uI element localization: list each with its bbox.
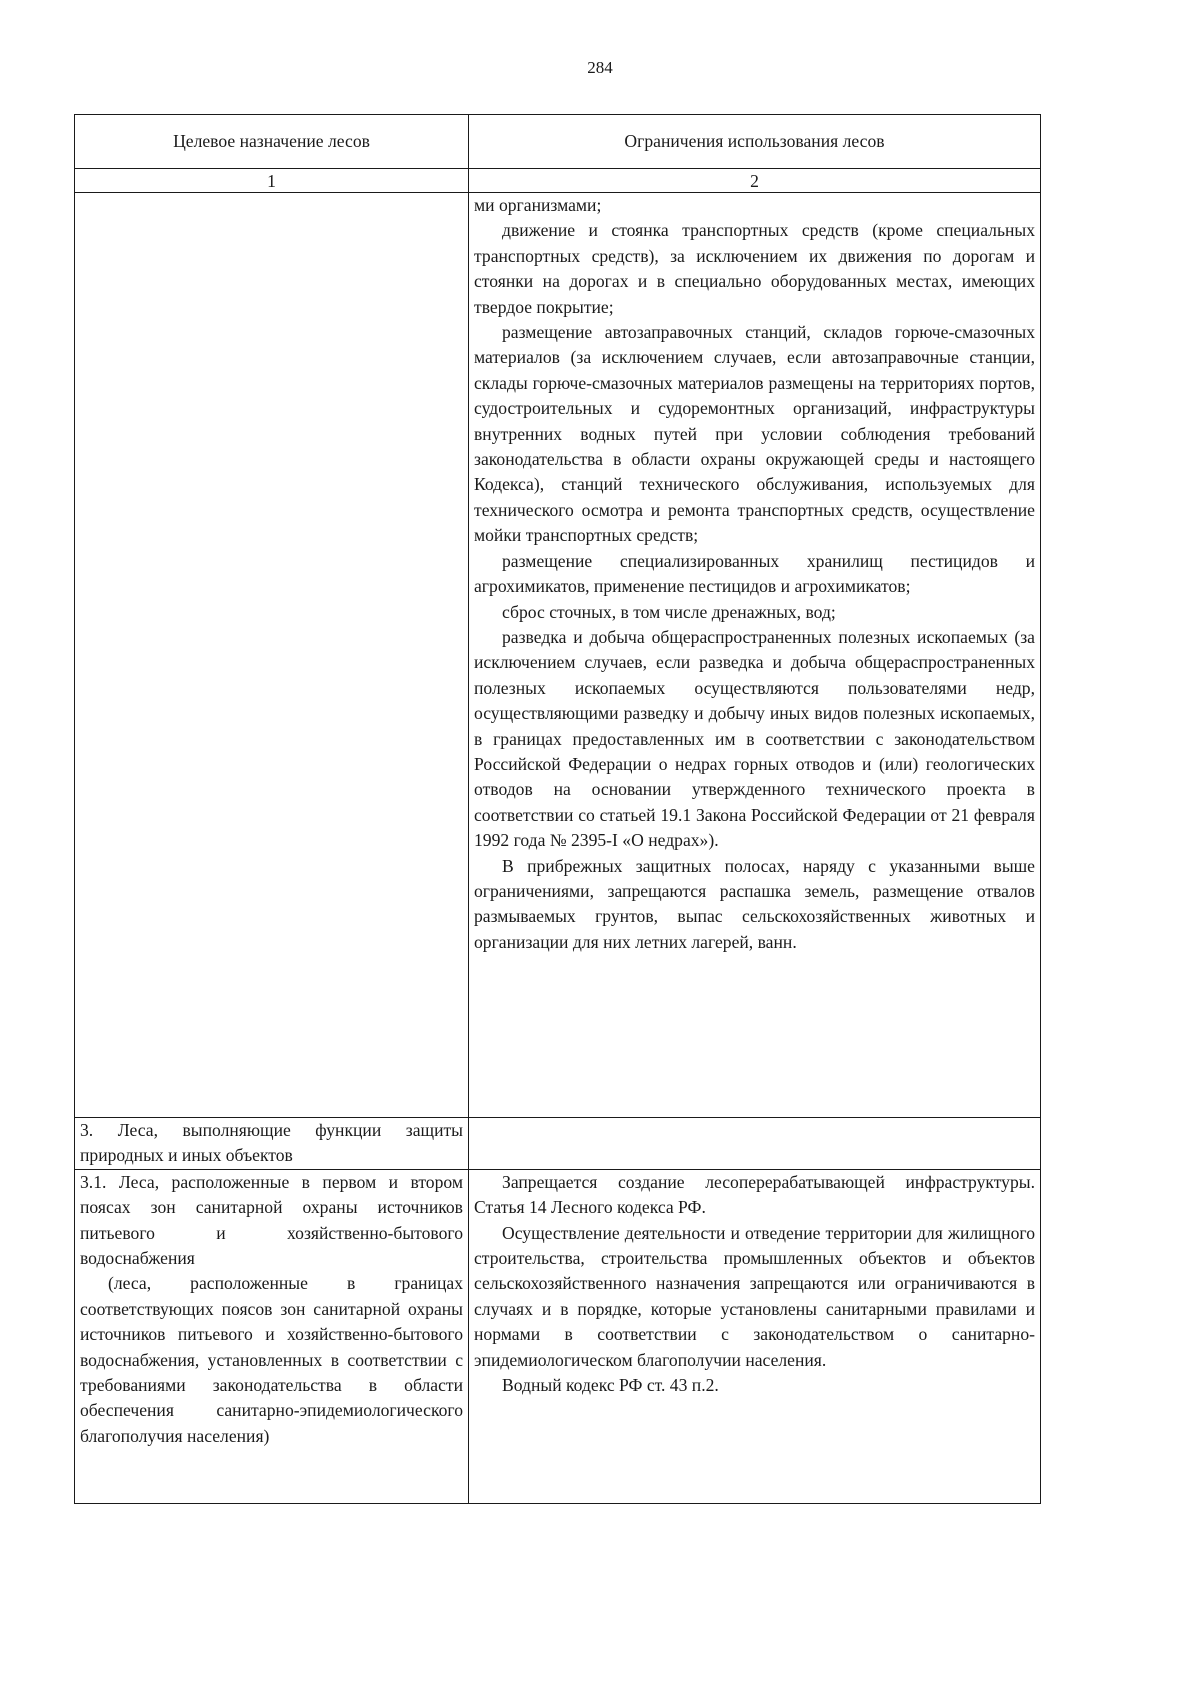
paragraph: ми организмами; <box>474 195 602 215</box>
column-header-purpose: Целевое назначение лесов <box>75 115 469 169</box>
section-heading-text <box>80 1118 463 1169</box>
purpose-text <box>80 1170 463 1449</box>
table-row <box>75 1169 1041 1503</box>
table-header-row <box>75 115 1041 169</box>
column-number-row <box>75 169 1041 193</box>
purpose-cell <box>75 1118 469 1170</box>
forest-restrictions-table <box>74 114 1041 1504</box>
column-number-1: 1 <box>75 169 469 193</box>
restrictions-text <box>474 1170 1035 1399</box>
restrictions-cell <box>469 1169 1041 1503</box>
paragraph: 3.1. Леса, расположенные в первом и втором поясах зон санитарной охраны источников питьевого и хозяйственно-бытового водоснабжения <box>80 1171 463 1269</box>
paragraph: Водный кодекс РФ ст. 43 п.2. <box>502 1375 719 1396</box>
page-number: 284 <box>587 58 613 77</box>
restrictions-cell <box>469 1118 1041 1170</box>
paragraph: 3. Леса, выполняющие функции защиты природных и иных объектов <box>80 1120 463 1166</box>
restrictions-cell <box>469 193 1041 1118</box>
column-number-2: 2 <box>469 169 1041 193</box>
paragraph: Осуществление деятельности и отведение территории для жилищного строительства, строительства промышленных объектов и объектов сельскохозяйственного назначения запрещаются или ограничиваются в случаях и в порядке, которые установлены санитарными правилами и нормами в соответствии с законодательством о санитарно-эпидемиологическом благополучии населения. <box>474 1222 1035 1370</box>
restrictions-text <box>474 193 1035 955</box>
table-row <box>75 1118 1041 1170</box>
purpose-cell <box>75 1169 469 1503</box>
paragraph: (леса, расположенные в границах соответствующих поясов зон санитарной охраны источников питьевого и хозяйственно-бытового водоснабжения, установленных в соответствии с требованиями законодательства в области обеспечения санитарно-эпидемиологического благополучия населения) <box>80 1273 463 1446</box>
purpose-cell <box>75 193 469 1118</box>
table-row <box>75 193 1041 1118</box>
paragraph: размещение автозаправочных станций, складов горюче-смазочных материалов (за исключением случаев, если автозаправочные станции, склады горюче-смазочных материалов размещены на территориях портов, судостроительных и судоремонтных организаций, инфраструктуры внутренних водных путей при условии соблюдения требований законодательства в области охраны окружающей среды и настоящего Кодекса), станций технического обслуживания, используемых для технического осмотра и ремонта транспортных средств, осуществление мойки транспортных средств; <box>474 322 1035 546</box>
paragraph: В прибрежных защитных полосах, наряду с указанными выше ограничениями, запрещаются распашка земель, размещение отвалов размываемых грунтов, выпас сельскохозяйственных животных и организации для них летних лагерей, ванн. <box>474 855 1035 952</box>
column-header-restrictions: Ограничения использования лесов <box>469 115 1041 169</box>
paragraph: разведка и добыча общераспространенных полезных ископаемых (за исключением случаев, если разведка и добыча общераспространенных полезных ископаемых осуществляются пользователями недр, осуществляющими разведку и добычу иных видов полезных ископаемых, в границах предоставленных им в соответствии с законодательством Российской Федерации о недрах горных отводов и (или) геологических отводов на основании утвержденного технического проекта в соответствии со статьей 19.1 Закона Российской Федерации от 21 февраля 1992 года № 2395-I «О недрах»). <box>474 626 1035 851</box>
paragraph: Запрещается создание лесоперерабатывающей инфраструктуры. Статья 14 Лесного кодекса РФ. <box>474 1171 1035 1218</box>
paragraph: размещение специализированных хранилищ пестицидов и агрохимикатов, применение пестицидов и агрохимикатов; <box>474 550 1035 597</box>
paragraph: движение и стоянка транспортных средств (кроме специальных транспортных средств), за исключением их движения по дорогам и стоянки на дорогах и в специально оборудованных местах, имеющих твердое покрытие; <box>474 220 1035 317</box>
paragraph: сброс сточных, в том числе дренажных, вод; <box>502 601 836 622</box>
